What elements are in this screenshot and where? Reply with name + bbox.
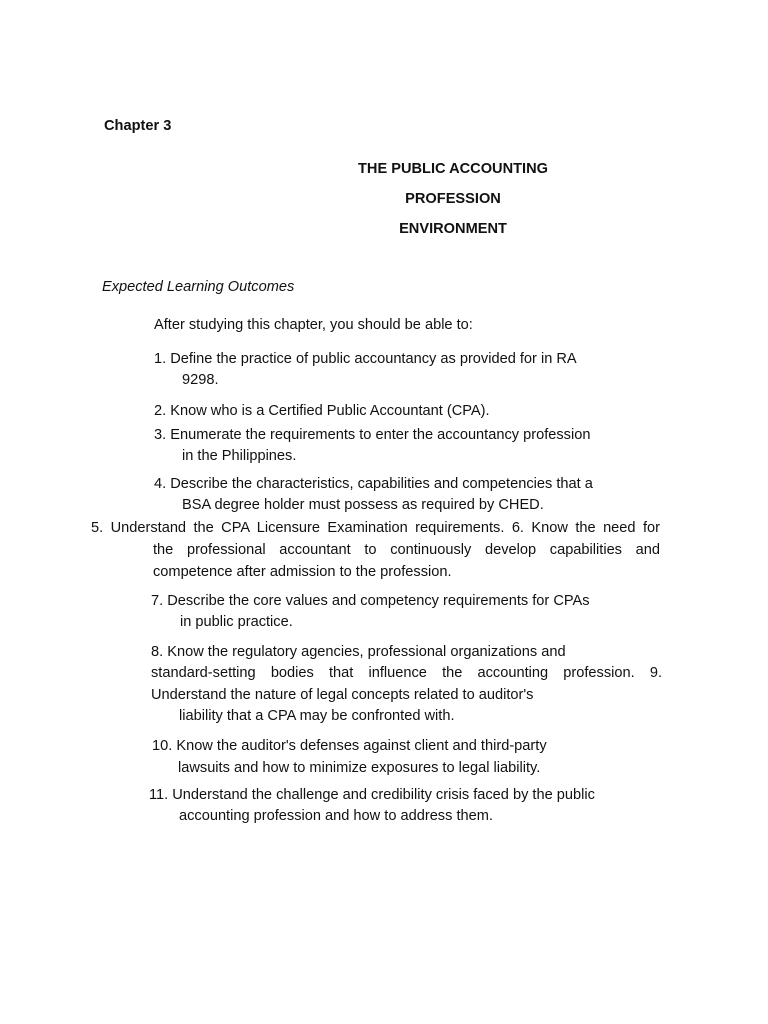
outcome-5-6-line-1: 5. Understand the CPA Licensure Examination requirements. 6. Know the need for bbox=[91, 520, 660, 536]
outcome-1-line-2: 9298. bbox=[182, 372, 219, 388]
outcome-8-9-line-2: standard-setting bodies that influence the accounting profession. 9. bbox=[151, 665, 662, 681]
outcome-11-line-2: accounting profession and how to address them. bbox=[179, 808, 493, 824]
outcome-8-9-line-3: Understand the nature of legal concepts related to auditor's bbox=[151, 687, 534, 703]
outcome-5-6-line-3: competence after admission to the profession. bbox=[153, 564, 452, 580]
title-line-3: ENVIRONMENT bbox=[399, 221, 507, 237]
outcome-2-line-1: 2. Know who is a Certified Public Accountant (CPA). bbox=[154, 403, 490, 419]
outcome-7-line-1: 7. Describe the core values and competency requirements for CPAs bbox=[151, 593, 590, 609]
outcome-3-line-1: 3. Enumerate the requirements to enter the accountancy profession bbox=[154, 427, 591, 443]
outcome-8-9-line-1: 8. Know the regulatory agencies, professional organizations and bbox=[151, 644, 566, 660]
outcome-7-line-2: in public practice. bbox=[180, 614, 293, 630]
outcome-4-line-1: 4. Describe the characteristics, capabilities and competencies that a bbox=[154, 476, 593, 492]
section-heading: Expected Learning Outcomes bbox=[102, 279, 295, 295]
outcome-10-line-1: 10. Know the auditor's defenses against client and third-party bbox=[152, 738, 547, 754]
outcome-1-line-1: 1. Define the practice of public accountancy as provided for in RA bbox=[154, 351, 577, 367]
title-line-1: THE PUBLIC ACCOUNTING bbox=[358, 161, 548, 177]
title-line-2: PROFESSION bbox=[405, 191, 501, 207]
outcome-11-line-1: 11. Understand the challenge and credibility crisis faced by the public bbox=[149, 787, 595, 803]
outcome-10-line-2: lawsuits and how to minimize exposures to legal liability. bbox=[178, 760, 541, 776]
outcome-5-6-line-2: the professional accountant to continuously develop capabilities and bbox=[153, 542, 660, 558]
outcome-8-9-line-4: liability that a CPA may be confronted with. bbox=[179, 708, 455, 724]
outcome-3-line-2: in the Philippines. bbox=[182, 448, 297, 464]
outcome-4-line-2: BSA degree holder must possess as required by CHED. bbox=[182, 497, 544, 513]
intro-text: After studying this chapter, you should be able to: bbox=[154, 317, 473, 333]
chapter-label: Chapter 3 bbox=[104, 118, 172, 134]
